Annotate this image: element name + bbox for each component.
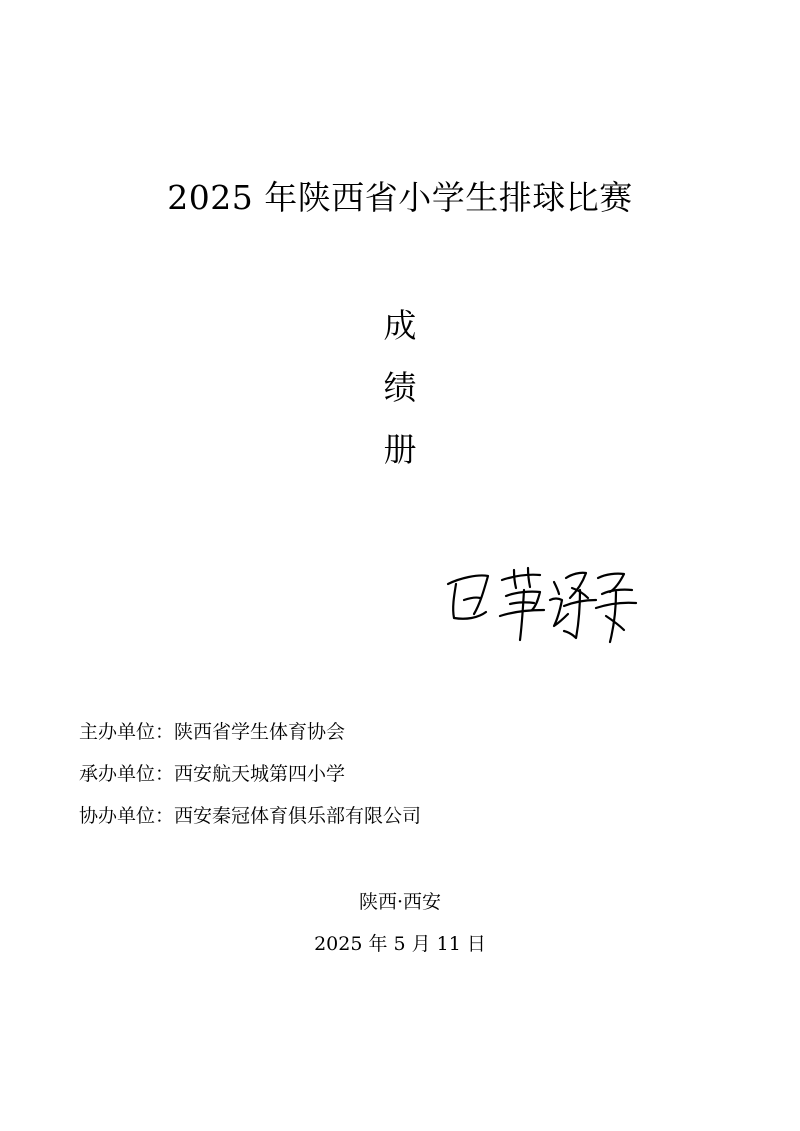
date-text: 2025 年 5 月 11 日	[314, 933, 486, 955]
heading-char-1: 成	[383, 306, 417, 345]
organizer-undertaker	[79, 758, 421, 800]
organizer-host-value: 陕西省学生体育协会	[174, 721, 346, 743]
organizer-host-label: 主办单位：	[79, 721, 175, 743]
location-text: 陕西·西安	[358, 891, 442, 913]
results-book-heading	[0, 300, 800, 486]
organizer-co-organizer-label: 协办单位：	[79, 805, 175, 827]
heading-char-3: 册	[383, 430, 417, 469]
document-title: 2025 年陕西省小学生排球比赛	[167, 178, 633, 217]
organizer-co-organizer	[79, 800, 421, 842]
organizer-undertaker-value: 西安航天城第四小学	[174, 763, 346, 785]
handwritten-signature	[440, 560, 640, 655]
document-footer	[0, 886, 800, 970]
organizer-undertaker-label: 承办单位：	[79, 763, 175, 785]
organizer-co-organizer-value: 西安秦冠体育俱乐部有限公司	[174, 805, 422, 827]
organizer-host	[79, 716, 421, 758]
heading-char-2: 绩	[383, 368, 417, 407]
organizer-list	[79, 716, 421, 842]
